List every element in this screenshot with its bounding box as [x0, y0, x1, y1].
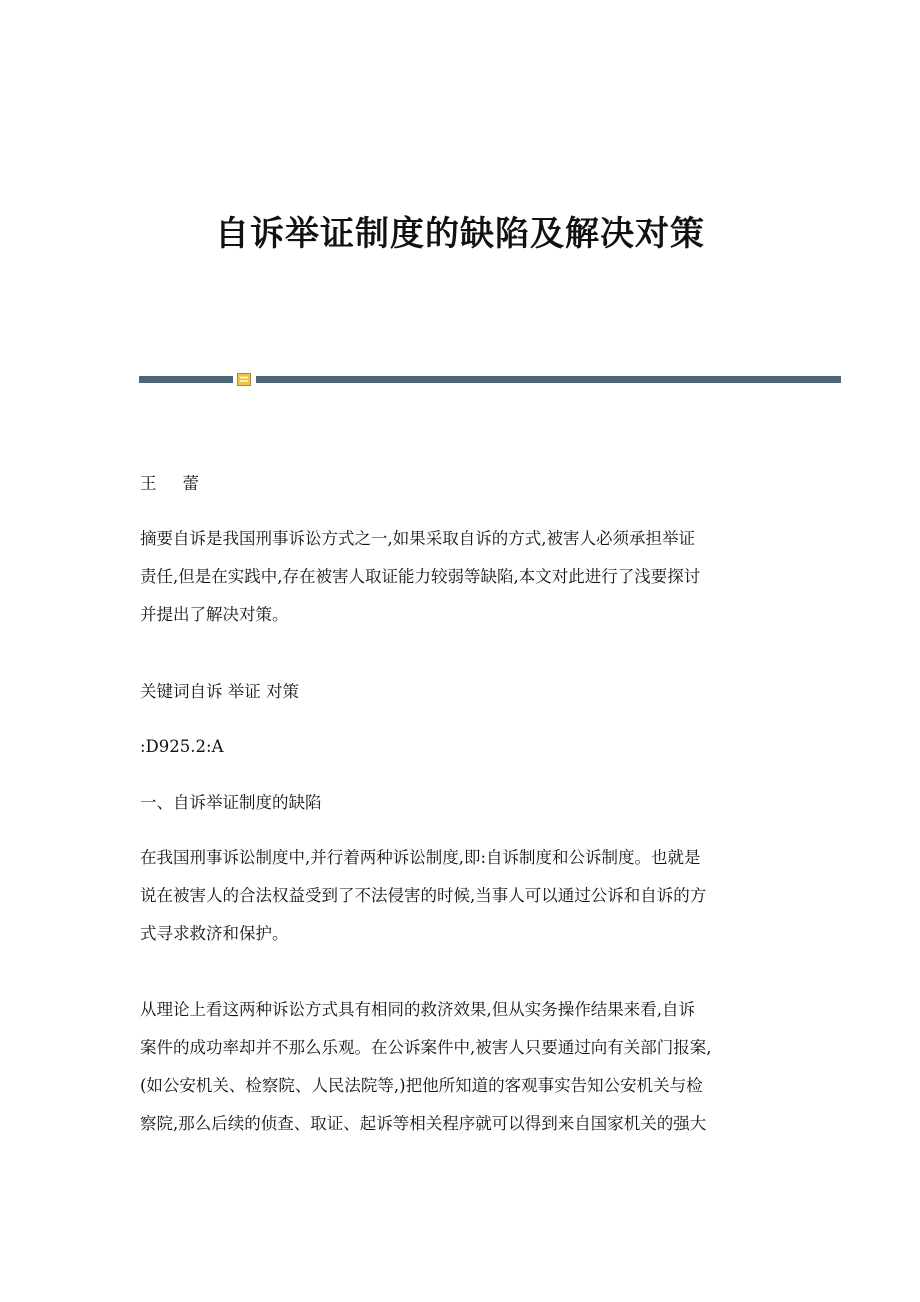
paragraph-line: 从理论上看这两种诉讼方式具有相同的救济效果,但从实务操作结果来看,自诉	[140, 1000, 695, 1019]
paragraph-line: 在我国刑事诉讼制度中,并行着两种诉讼制度,即:自诉制度和公诉制度。也就是	[140, 848, 701, 867]
paragraph-line: 式寻求救济和保护。	[140, 924, 289, 943]
paragraph-2	[140, 991, 800, 1143]
divider-bar-left	[139, 376, 233, 383]
document-title: 自诉举证制度的缺陷及解决对策	[215, 214, 705, 254]
title-divider	[139, 373, 841, 386]
abstract-line: 并提出了解决对策。	[140, 605, 289, 624]
author-surname: 王	[140, 474, 157, 493]
author	[140, 465, 800, 503]
paragraph-line: (如公安机关、检察院、人民法院等,)把他所知道的客观事实告知公安机关与检	[140, 1076, 703, 1095]
author-given-name: 蕾	[182, 474, 199, 493]
keywords: 关键词自诉 举证 对策	[140, 682, 299, 701]
abstract	[140, 520, 800, 634]
paragraph-line: 察院,那么后续的侦查、取证、起诉等相关程序就可以得到来自国家机关的强大	[140, 1114, 707, 1133]
paragraph-line: 说在被害人的合法权益受到了不法侵害的时候,当事人可以通过公诉和自诉的方	[140, 886, 707, 905]
section-heading: 一、自诉举证制度的缺陷	[140, 793, 322, 812]
paragraph-line: 案件的成功率却并不那么乐观。在公诉案件中,被害人只要通过向有关部门报案,	[140, 1038, 712, 1057]
abstract-line: 责任,但是在实践中,存在被害人取证能力较弱等缺陷,本文对此进行了浅要探讨	[140, 567, 701, 586]
divider-bar-right	[256, 376, 841, 383]
abstract-line: 摘要自诉是我国刑事诉讼方式之一,如果采取自诉的方式,被害人必须承担举证	[140, 529, 695, 548]
paragraph-1	[140, 839, 800, 953]
classification-code: :D925.2:A	[140, 737, 224, 756]
document-icon	[237, 373, 251, 386]
